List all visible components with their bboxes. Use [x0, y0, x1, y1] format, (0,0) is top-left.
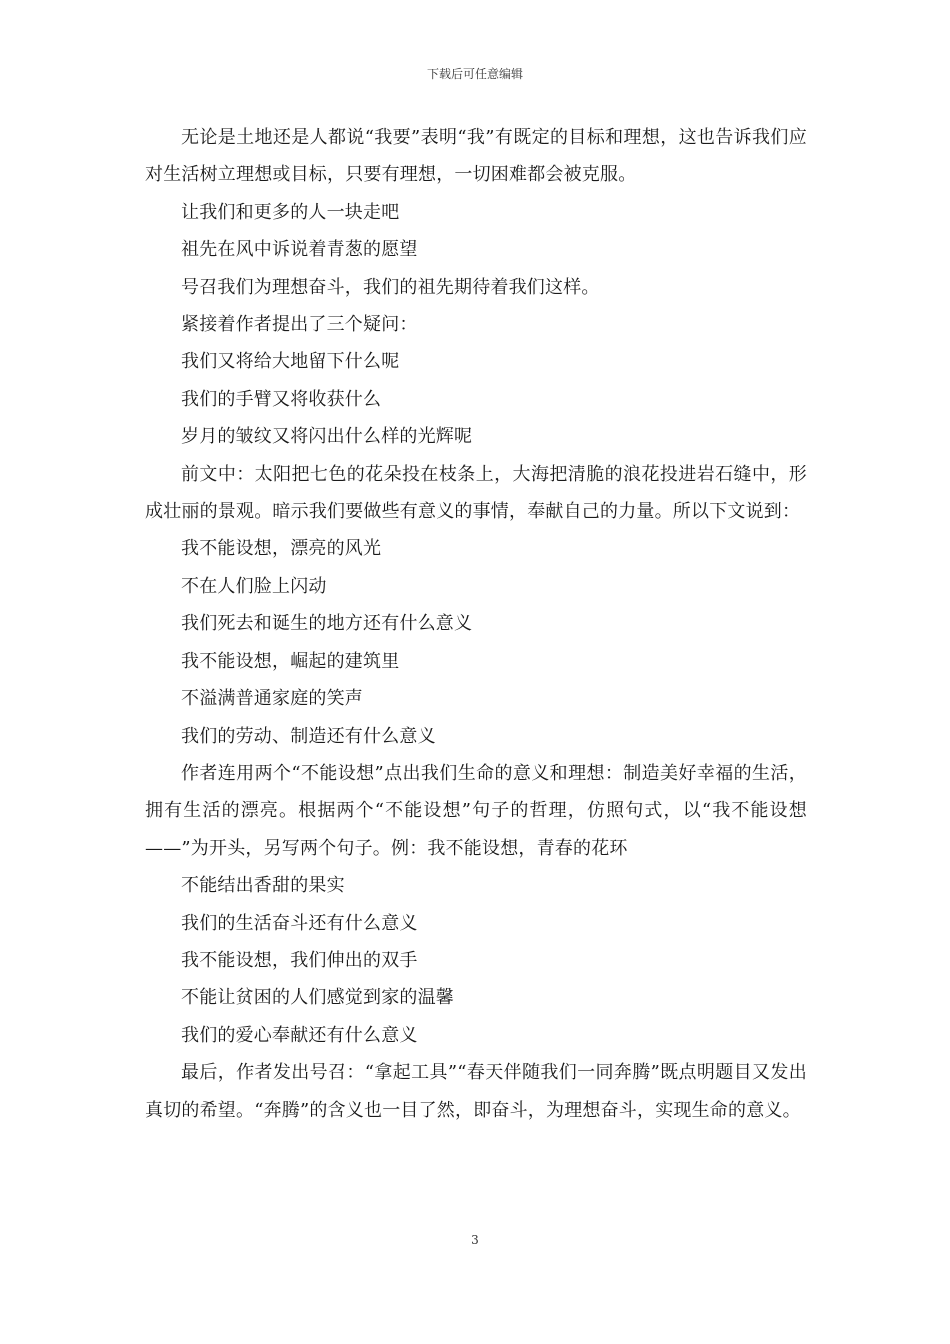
paragraph: 我不能设想，崛起的建筑里 [181, 650, 400, 672]
paragraph: 无论是土地还是人都说“我要”表明“我”有既定的目标和理想，这也告诉我们应对生活树立理想或目标，只要有理想，一切困难都会被克服。 [145, 127, 807, 186]
paragraph: 不在人们脸上闪动 [181, 575, 327, 597]
paragraph: 紧接着作者提出了三个疑问： [181, 314, 418, 336]
paragraph: 我不能设想，我们伸出的双手 [181, 949, 418, 971]
paragraph: 号召我们为理想奋斗，我们的祖先期待着我们这样。 [181, 276, 600, 298]
paragraph: 不能结出香甜的果实 [181, 875, 345, 897]
page-number: 3 [471, 1233, 479, 1247]
paragraph: 让我们和更多的人一块走吧 [181, 201, 400, 223]
paragraph: 我们的手臂又将收获什么 [181, 388, 382, 410]
paragraph: 我们的爱心奉献还有什么意义 [181, 1024, 418, 1046]
paragraph: 我们死去和诞生的地方还有什么意义 [181, 613, 473, 635]
paragraph: 我们又将给大地留下什么呢 [181, 351, 400, 373]
paragraph: 不能让贫困的人们感觉到家的温馨 [181, 987, 454, 1009]
paragraph: 岁月的皱纹又将闪出什么样的光辉呢 [181, 426, 473, 448]
page-header: 下载后可任意编辑 [426, 67, 523, 81]
paragraph: 祖先在风中诉说着青葱的愿望 [181, 239, 418, 261]
document-body [145, 119, 807, 1129]
paragraph: 最后，作者发出号召：“拿起工具”“春天伴随我们一同奔腾”既点明题目又发出真切的希望。“奔腾”的含义也一目了然，即奋斗，为理想奋斗，实现生命的意义。 [145, 1062, 807, 1121]
paragraph: 不溢满普通家庭的笑声 [181, 688, 363, 710]
paragraph: 前文中：太阳把七色的花朵投在枝条上，大海把清脆的浪花投进岩石缝中，形成壮丽的景观。暗示我们要做些有意义的事情，奉献自己的力量。所以下文说到： [145, 463, 807, 523]
paragraph: 作者连用两个“不能设想”点出我们生命的意义和理想：制造美好幸福的生活，拥有生活的漂亮。根据两个“不能设想”句子的哲理，仿照句式，以“我不能设想——”为开头，另写两个句子。例：我不能设想，青春的花环 [145, 762, 807, 859]
paragraph: 我们的生活奋斗还有什么意义 [181, 912, 418, 934]
paragraph: 我不能设想，漂亮的风光 [181, 538, 382, 560]
paragraph: 我们的劳动、制造还有什么意义 [181, 725, 436, 747]
